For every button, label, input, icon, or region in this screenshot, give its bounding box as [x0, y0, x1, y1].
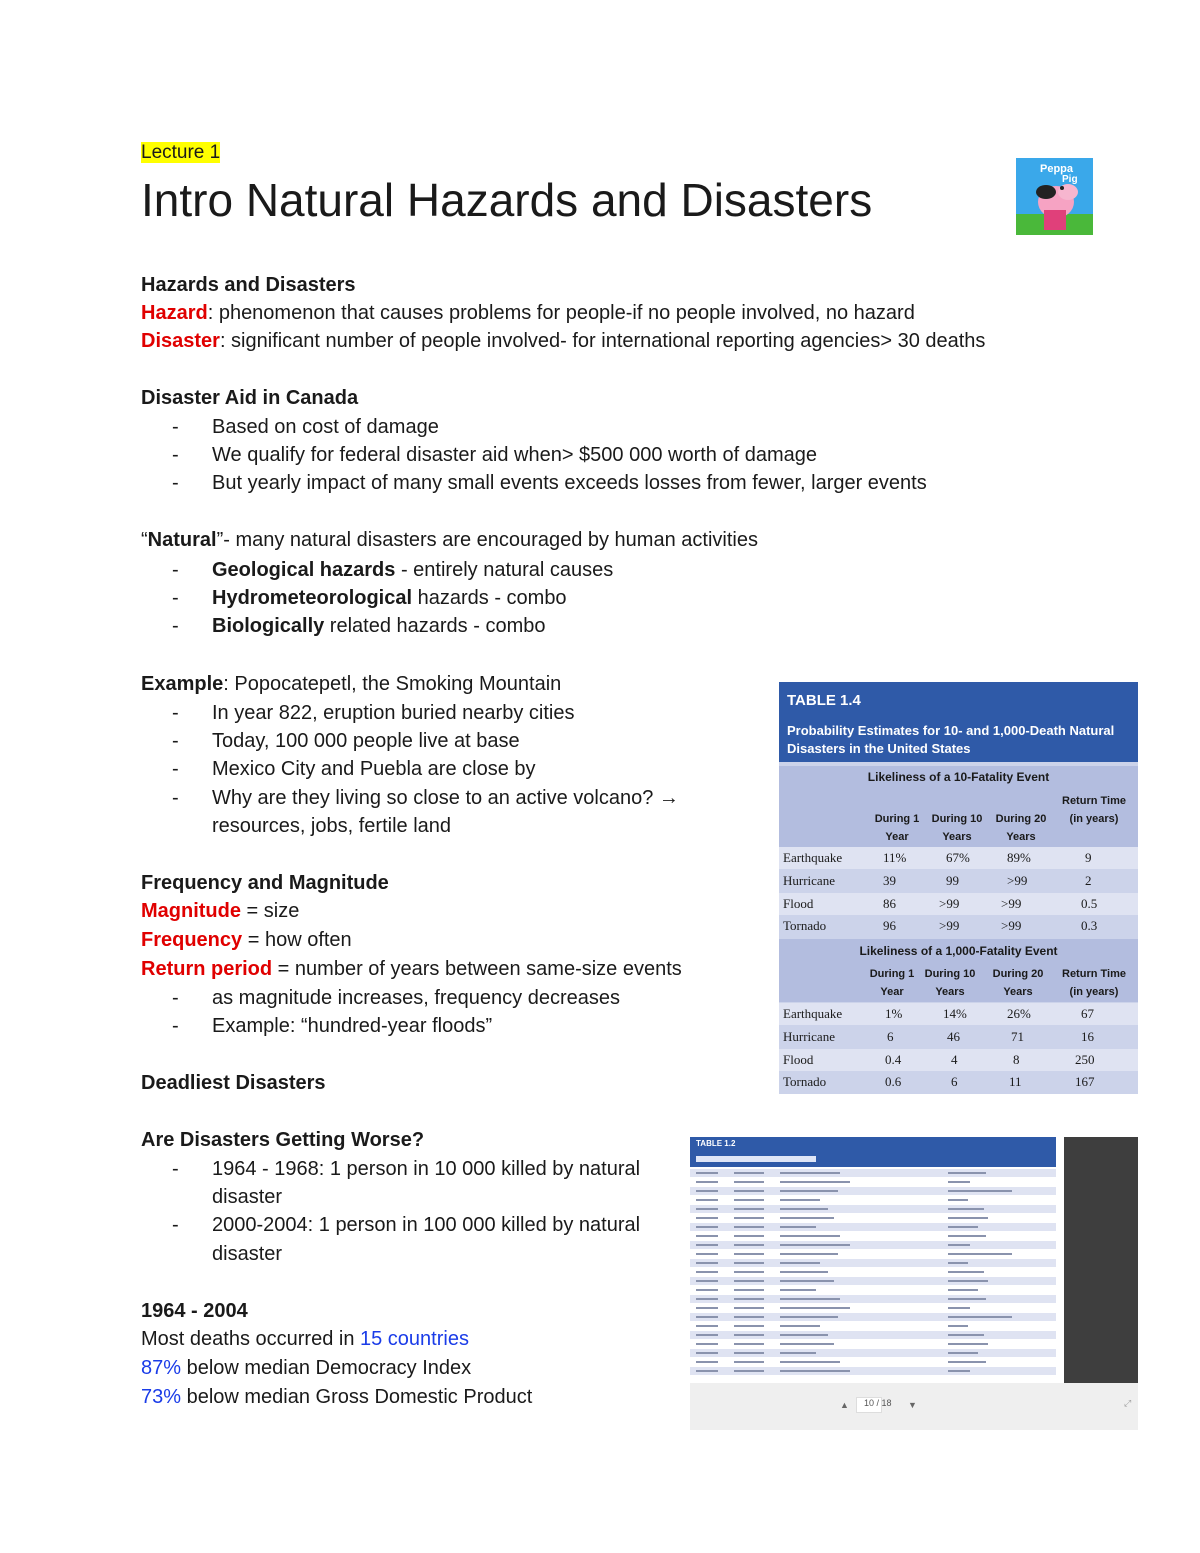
fullscreen-icon[interactable]: ⤢ — [1124, 1398, 1132, 1408]
gdp-line: 73% below median Gross Domestic Product — [141, 1386, 533, 1408]
blurred-cell — [734, 1253, 764, 1255]
blurred-table-row — [690, 1259, 1056, 1267]
blurred-cell — [948, 1289, 978, 1291]
blurred-cell — [948, 1325, 968, 1327]
blurred-table-row — [690, 1205, 1056, 1213]
blurred-cell — [948, 1190, 1012, 1192]
blurred-table-row — [690, 1268, 1056, 1276]
blurred-table-row — [690, 1196, 1056, 1204]
blurred-cell — [696, 1271, 718, 1273]
deaths-countries-line: Most deaths occurred in 15 countries — [141, 1328, 469, 1350]
blurred-cell — [780, 1271, 828, 1273]
disaster-definition: Disaster: significant number of people involved- for international reporting agencies> 30 deaths — [141, 330, 986, 352]
natural-line: “Natural”- many natural disasters are encouraged by human activities — [141, 529, 758, 551]
table-number: TABLE 1.2 — [696, 1139, 736, 1148]
blurred-cell — [696, 1298, 718, 1300]
svg-text:Peppa: Peppa — [1040, 163, 1074, 175]
svg-text:Pig: Pig — [1062, 174, 1078, 185]
return-period-line: Return period = number of years between same-size events — [141, 958, 682, 980]
blurred-cell — [734, 1271, 764, 1273]
blurred-cell — [734, 1298, 764, 1300]
blurred-cell — [948, 1343, 988, 1345]
blurred-cell — [734, 1307, 764, 1309]
table-row: Flood 86 >99 >99 0.5 — [779, 893, 1138, 915]
blurred-cell — [696, 1316, 718, 1318]
blurred-cell — [734, 1343, 764, 1345]
column-header: During 10 Years — [924, 968, 976, 998]
column-header: During 10 Years — [931, 813, 983, 843]
blurred-cell — [734, 1370, 764, 1372]
viewer-background — [1064, 1137, 1138, 1383]
blurred-cell — [780, 1370, 850, 1372]
hazard-definition: Hazard: phenomenon that causes problems for people-if no people involved, no hazard — [141, 302, 915, 324]
blurred-cell — [734, 1262, 764, 1264]
blurred-cell — [696, 1199, 718, 1201]
blurred-table-row — [690, 1358, 1056, 1366]
table-row: Hurricane 6 46 71 16 — [783, 1029, 1094, 1044]
blurred-caption — [696, 1156, 816, 1162]
blurred-cell — [734, 1316, 764, 1318]
column-header: During 1 Year — [869, 968, 915, 998]
blurred-table-row — [690, 1331, 1056, 1339]
example-line: Example: Popocatepetl, the Smoking Mountain — [141, 673, 562, 695]
blurred-cell — [780, 1208, 828, 1210]
table-section-header — [779, 939, 1138, 1002]
blurred-cell — [696, 1244, 718, 1246]
blurred-cell — [780, 1280, 834, 1282]
table-1-2-image — [690, 1137, 1058, 1383]
blurred-table-row — [690, 1241, 1056, 1249]
blurred-cell — [948, 1361, 986, 1363]
table-row: Tornado 96 >99 >99 0.3 — [783, 918, 1098, 933]
blurred-cell — [948, 1307, 970, 1309]
blurred-cell — [780, 1235, 840, 1237]
blurred-cell — [696, 1289, 718, 1291]
blurred-table-row — [690, 1187, 1056, 1195]
blurred-table-row — [690, 1340, 1056, 1348]
lecture-label: Lecture 1 — [141, 142, 221, 163]
blurred-table-row — [690, 1313, 1056, 1321]
blurred-cell — [780, 1181, 850, 1183]
table-1-4-image — [779, 682, 1138, 1094]
blurred-cell — [780, 1262, 820, 1264]
blurred-cell — [780, 1226, 816, 1228]
democracy-line: 87% below median Democracy Index — [141, 1357, 472, 1379]
blurred-cell — [948, 1253, 1012, 1255]
blurred-table-row — [690, 1223, 1056, 1231]
heading-1964-2004: 1964 - 2004 — [141, 1300, 248, 1322]
section-title: Likeliness of a 10-Fatality Event — [867, 770, 1050, 784]
blurred-cell — [948, 1172, 986, 1174]
blurred-cell — [696, 1262, 718, 1264]
table-row: Tornado 0.6 6 11 167 — [783, 1074, 1095, 1089]
blurred-cell — [780, 1325, 820, 1327]
blurred-cell — [696, 1190, 718, 1192]
blurred-cell — [696, 1352, 718, 1354]
blurred-cell — [696, 1325, 718, 1327]
blurred-table-row — [690, 1295, 1056, 1303]
blurred-cell — [734, 1325, 764, 1327]
blurred-cell — [696, 1280, 718, 1282]
heading-deadliest: Deadliest Disasters — [141, 1072, 326, 1094]
blurred-cell — [948, 1181, 970, 1183]
blurred-cell — [948, 1271, 984, 1273]
blurred-cell — [948, 1262, 968, 1264]
heading-worse: Are Disasters Getting Worse? — [141, 1129, 425, 1151]
blurred-cell — [734, 1352, 764, 1354]
column-header: Return Time (in years) — [1062, 968, 1126, 998]
blurred-cell — [948, 1217, 988, 1219]
blurred-cell — [780, 1316, 838, 1318]
blurred-cell — [696, 1361, 718, 1363]
blurred-cell — [948, 1280, 988, 1282]
blurred-cell — [734, 1208, 764, 1210]
column-header: Return Time (in years) — [1062, 795, 1126, 825]
table-number: TABLE 1.4 — [787, 692, 861, 709]
peppa-pig-image — [1016, 158, 1093, 235]
blurred-cell — [696, 1217, 718, 1219]
page-indicator: 10 / 18 — [864, 1398, 892, 1408]
column-header: During 20 Years — [992, 968, 1044, 998]
blurred-cell — [780, 1307, 850, 1309]
blurred-cell — [948, 1316, 1012, 1318]
table-row: Earthquake 1% 14% 26% 67 — [779, 1003, 1138, 1025]
blurred-cell — [948, 1370, 970, 1372]
blurred-cell — [734, 1280, 764, 1282]
blurred-cell — [780, 1352, 816, 1354]
blurred-cell — [734, 1190, 764, 1192]
magnitude-line: Magnitude = size — [141, 900, 300, 922]
blurred-cell — [734, 1181, 764, 1183]
blurred-cell — [696, 1370, 718, 1372]
column-header: During 1 Year — [874, 813, 920, 843]
blurred-table-row — [690, 1169, 1056, 1177]
table-caption: Probability Estimates for 10- and 1,000-Death Natural Disasters in the United States — [787, 723, 1115, 756]
blurred-table-row — [690, 1232, 1056, 1240]
column-header: During 20 Years — [995, 813, 1047, 843]
blurred-cell — [780, 1244, 850, 1246]
blurred-cell — [780, 1190, 838, 1192]
table-row: Hurricane 39 99 >99 2 — [783, 873, 1092, 888]
blurred-table-row — [690, 1214, 1056, 1222]
heading-hazards: Hazards and Disasters — [141, 274, 356, 296]
blurred-table-row — [690, 1286, 1056, 1294]
blurred-cell — [696, 1334, 718, 1336]
blurred-cell — [780, 1253, 838, 1255]
table-section-header — [779, 766, 1138, 847]
blurred-table-row — [690, 1304, 1056, 1312]
blurred-cell — [696, 1235, 718, 1237]
frequency-line: Frequency = how often — [141, 929, 352, 951]
blurred-cell — [948, 1352, 978, 1354]
blurred-cell — [734, 1244, 764, 1246]
heading-frequency: Frequency and Magnitude — [141, 872, 389, 894]
blurred-cell — [696, 1208, 718, 1210]
blurred-cell — [948, 1334, 984, 1336]
blurred-cell — [734, 1199, 764, 1201]
page-title: Intro Natural Hazards and Disasters — [141, 174, 873, 226]
blurred-cell — [696, 1172, 718, 1174]
blurred-cell — [780, 1199, 820, 1201]
blurred-cell — [696, 1307, 718, 1309]
blurred-table-row — [690, 1277, 1056, 1285]
blurred-cell — [948, 1199, 968, 1201]
blurred-table-row — [690, 1367, 1056, 1375]
blurred-table-row — [690, 1322, 1056, 1330]
blurred-cell — [780, 1289, 816, 1291]
table-1-2-screenshot — [690, 1137, 1138, 1430]
section-title: Likeliness of a 1,000-Fatality Event — [859, 944, 1058, 958]
heading-aid: Disaster Aid in Canada — [141, 387, 359, 409]
page-up-icon[interactable]: ▲ — [840, 1400, 849, 1410]
page-down-icon[interactable]: ▼ — [908, 1400, 917, 1410]
blurred-cell — [734, 1217, 764, 1219]
table-row: Flood 0.4 4 8 250 — [779, 1049, 1138, 1071]
blurred-cell — [948, 1298, 986, 1300]
table-row: Earthquake 11% 67% 89% 9 — [779, 847, 1138, 869]
blurred-cell — [734, 1235, 764, 1237]
blurred-table-row — [690, 1178, 1056, 1186]
blurred-cell — [780, 1172, 840, 1174]
blurred-cell — [780, 1334, 828, 1336]
blurred-table-row — [690, 1349, 1056, 1357]
blurred-cell — [948, 1244, 970, 1246]
table-header — [779, 682, 1138, 762]
blurred-cell — [696, 1343, 718, 1345]
viewer-toolbar — [690, 1383, 1138, 1430]
blurred-cell — [734, 1334, 764, 1336]
blurred-cell — [780, 1361, 840, 1363]
table-header — [690, 1137, 1056, 1167]
blurred-cell — [948, 1226, 978, 1228]
blurred-cell — [734, 1226, 764, 1228]
blurred-cell — [696, 1181, 718, 1183]
blurred-cell — [734, 1172, 764, 1174]
blurred-cell — [734, 1361, 764, 1363]
blurred-cell — [696, 1253, 718, 1255]
blurred-cell — [734, 1289, 764, 1291]
blurred-cell — [780, 1298, 840, 1300]
blurred-cell — [948, 1235, 986, 1237]
blurred-cell — [948, 1208, 984, 1210]
blurred-cell — [780, 1343, 834, 1345]
blurred-table-row — [690, 1250, 1056, 1258]
blurred-cell — [696, 1226, 718, 1228]
blurred-cell — [780, 1217, 834, 1219]
